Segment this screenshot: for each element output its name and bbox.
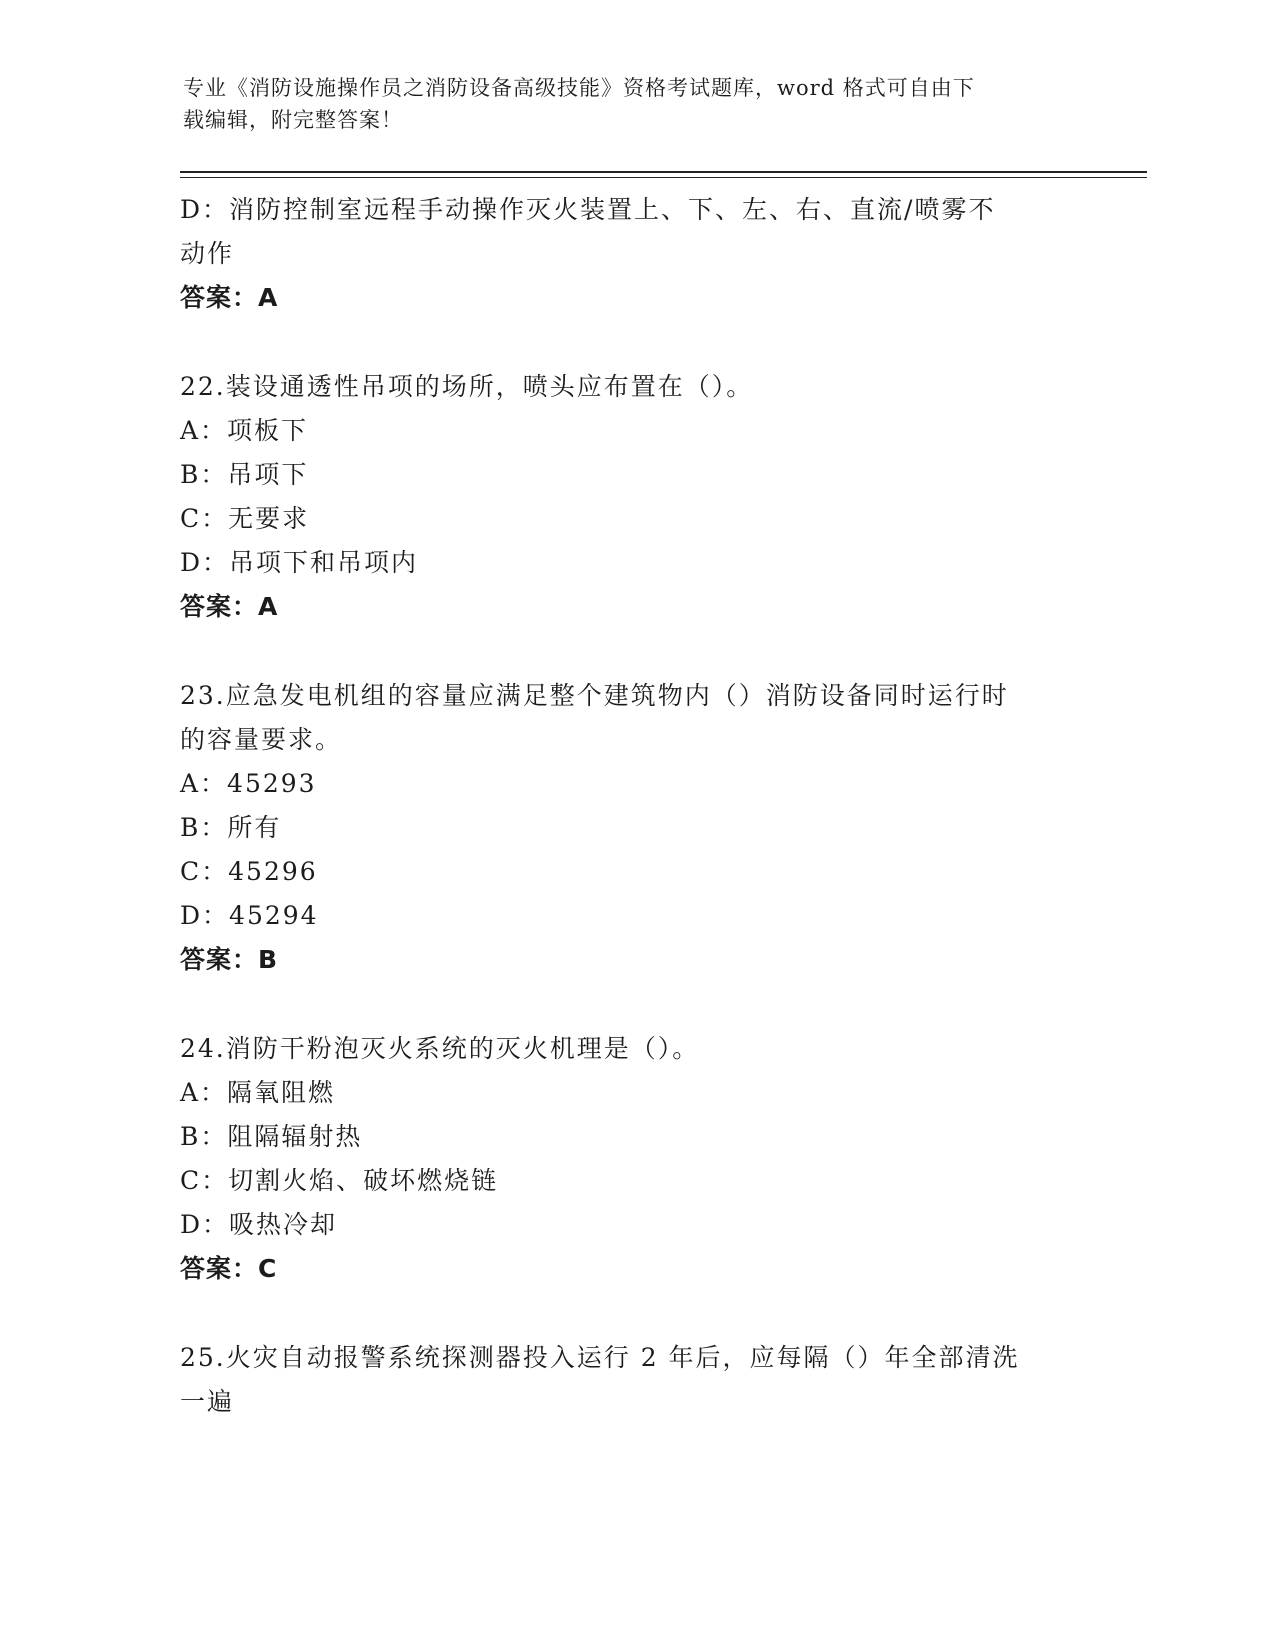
spacer	[180, 320, 1140, 364]
option-b: B：所有	[180, 812, 282, 842]
option-d: D：吊项下和吊项内	[180, 548, 419, 578]
question-stem-continued: 的容量要求。	[180, 724, 343, 754]
option-d-continued: 动作	[180, 239, 235, 269]
option-c: C：无要求	[180, 503, 310, 533]
answer-line: 答案：C	[180, 1254, 278, 1284]
header-line: 专业《消防设施操作员之消防设备高级技能》资格考试题库，word 格式可自由下	[183, 76, 975, 100]
question-stem: 25.火灾自动报警系统探测器投入运行 2 年后，应每隔（）年全部清洗	[180, 1342, 1020, 1372]
header-line: 载编辑，附完整答案！	[183, 108, 403, 132]
question-stem: 24.消防干粉泡灭火系统的灭火机理是（）。	[180, 1033, 700, 1063]
header-rule-thin	[180, 177, 1147, 178]
option-d: D：吸热冷却	[180, 1210, 338, 1240]
question-stem-continued: 一遍	[180, 1386, 235, 1416]
option-a: A：项板下	[180, 415, 309, 445]
question-22	[180, 365, 1140, 630]
answer-line: 答案：A	[180, 283, 279, 313]
spacer	[180, 629, 1140, 673]
question-list	[180, 188, 1140, 1424]
answer-line: 答案：A	[180, 592, 279, 622]
question-fragment	[180, 188, 1140, 320]
question-23	[180, 674, 1140, 983]
question-25	[180, 1336, 1140, 1424]
option-d: D：消防控制室远程手动操作灭火装置上、下、左、右、直流/喷雾不	[180, 195, 996, 224]
spacer	[180, 983, 1140, 1027]
option-c: C：45296	[180, 857, 318, 887]
option-a: A：隔氧阻燃	[180, 1077, 336, 1107]
question-stem: 23.应急发电机组的容量应满足整个建筑物内（）消防设备同时运行时	[180, 680, 1009, 710]
header-rule-thick	[180, 171, 1147, 173]
question-stem: 22.装设通透性吊项的场所，喷头应布置在（）。	[180, 371, 754, 401]
option-b: B：阻隔辐射热	[180, 1121, 363, 1151]
option-b: B：吊项下	[180, 459, 309, 489]
option-d: D：45294	[180, 901, 319, 931]
answer-line: 答案：B	[180, 945, 279, 975]
option-c: C：切割火焰、破坏燃烧链	[180, 1166, 499, 1196]
spacer	[180, 1292, 1140, 1336]
option-a: A：45293	[180, 768, 317, 798]
page-header	[183, 72, 1143, 136]
question-24	[180, 1027, 1140, 1292]
